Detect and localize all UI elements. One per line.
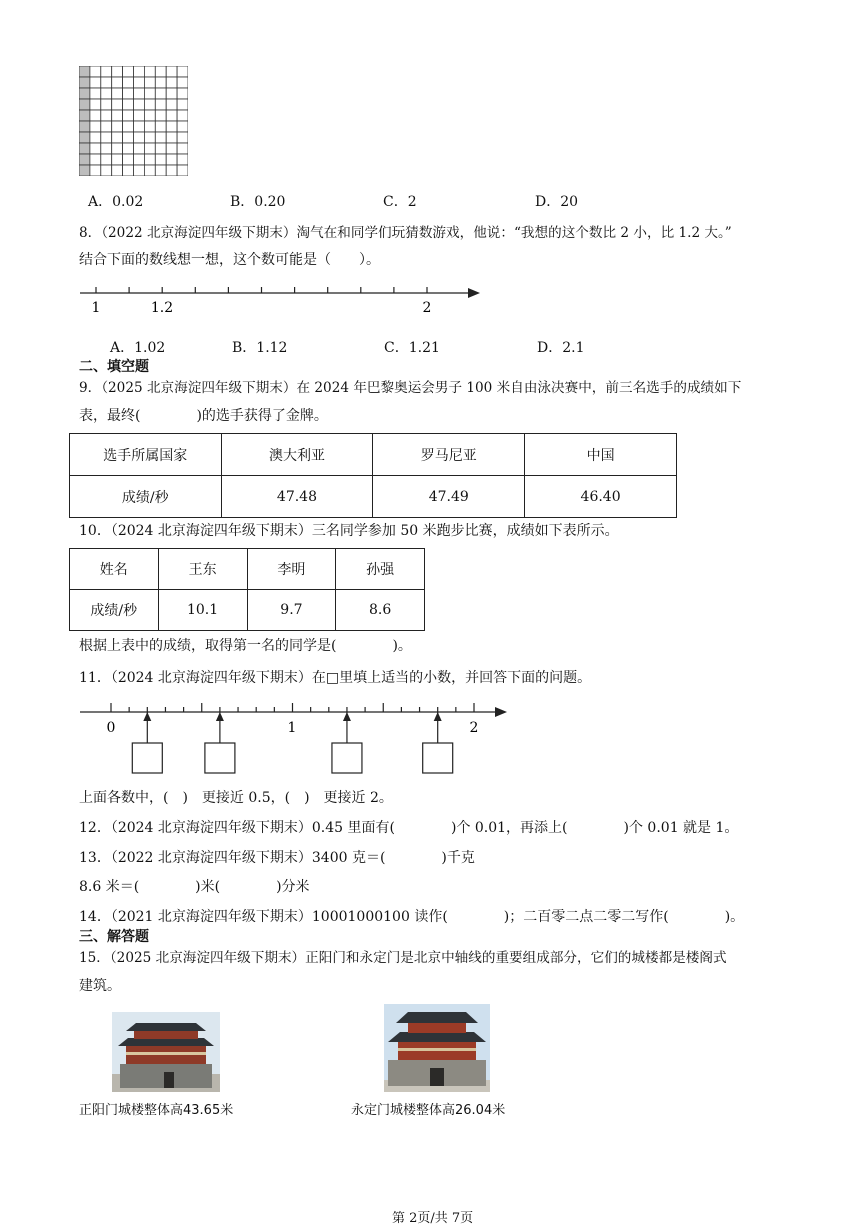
grid-cell (112, 154, 123, 165)
grid-cell (112, 143, 123, 154)
grid-cell (166, 132, 177, 143)
grid-cell (155, 77, 166, 88)
grid-cell (101, 66, 112, 77)
arrow-head (143, 712, 151, 721)
q7-option-d[interactable]: D．20 (535, 194, 579, 210)
grid-cell-shaded (79, 77, 90, 88)
grid-cell (134, 99, 145, 110)
table-cell: 46.40 (525, 476, 677, 518)
grid-cell (166, 154, 177, 165)
grid-cell (134, 121, 145, 132)
grid-cell (90, 154, 101, 165)
yongdingmen-photo (384, 1004, 490, 1092)
grid-cell (144, 99, 155, 110)
grid-cell-shaded (79, 121, 90, 132)
grid-cell (112, 165, 123, 176)
grid-cell (134, 154, 145, 165)
grid-cell (177, 121, 188, 132)
q8-question-line2: 结合下面的数线想一想，这个数可能是（ ）。 (79, 252, 380, 268)
grid-cell (155, 154, 166, 165)
q11-question-line1: 11．（2024 北京海淀四年级下期末）在□里填上适当的小数，并回答下面的问题。 (79, 670, 592, 686)
page-footer: 第 2页/共 7页 (392, 1211, 474, 1226)
grid-cell (155, 99, 166, 110)
table-header-cell: 罗马尼亚 (373, 434, 525, 476)
grid-cell-shaded (79, 154, 90, 165)
grid-cell (144, 77, 155, 88)
q7-option-a[interactable]: A．0.02 (88, 194, 144, 210)
q13-question-line1: 13．（2022 北京海淀四年级下期末）3400 克＝( )千克 (79, 850, 475, 866)
grid-cell (101, 132, 112, 143)
table-header-cell: 中国 (525, 434, 677, 476)
table-header-cell: 王东 (158, 549, 247, 590)
grid-cell (123, 132, 134, 143)
grid-cell (123, 143, 134, 154)
answer-box-4[interactable] (423, 743, 453, 773)
q8-tick-label-1: 1 (91, 300, 101, 316)
grid-cell (123, 77, 134, 88)
grid-cell (123, 66, 134, 77)
grid-cell (134, 143, 145, 154)
q9-question-line2: 表，最终( )的选手获得了金牌。 (79, 408, 328, 424)
grid-cell (144, 88, 155, 99)
grid-cell-shaded (79, 132, 90, 143)
q10-question-line2: 根据上表中的成绩，取得第一名的同学是( )。 (79, 638, 412, 654)
grid-cell (177, 143, 188, 154)
grid-cell (101, 77, 112, 88)
q8-tick-label-2: 2 (422, 300, 432, 316)
grid-cell (123, 154, 134, 165)
section-solve-heading: 三、解答题 (79, 929, 149, 945)
grid-cell (112, 121, 123, 132)
table-header-cell: 澳大利亚 (221, 434, 373, 476)
arrow-head (343, 712, 351, 721)
grid-cell (90, 121, 101, 132)
q12-question: 12．（2024 北京海淀四年级下期末）0.45 里面有( )个 0.01，再添上( )个 0.01 就是 1。 (79, 820, 739, 836)
q7-option-b[interactable]: B．0.20 (230, 194, 286, 210)
grid-cell (101, 99, 112, 110)
q8-tick-label-1-2: 1.2 (150, 300, 174, 316)
q9-question-line1: 9．（2025 北京海淀四年级下期末）在 2024 年巴黎奥运会男子 100 米自由泳决赛中，前三名选手的成绩如下 (79, 380, 742, 396)
grid-cell (144, 121, 155, 132)
grid-cell-shaded (79, 88, 90, 99)
section-fill-in-heading: 二、填空题 (79, 359, 149, 375)
q10-results-table (69, 548, 425, 631)
grid-cell (101, 88, 112, 99)
grid-cell (112, 99, 123, 110)
answer-box-1[interactable] (132, 743, 162, 773)
grid-cell (123, 99, 134, 110)
grid-cell-shaded (79, 99, 90, 110)
zhengyangmen-photo (112, 1012, 220, 1092)
grid-cell (177, 154, 188, 165)
q11-tick-label-1: 1 (287, 720, 297, 736)
grid-cell (166, 143, 177, 154)
grid-cell (112, 110, 123, 121)
table-header-cell: 孙强 (336, 549, 425, 590)
grid-cell-shaded (79, 110, 90, 121)
grid-cell (166, 110, 177, 121)
grid-cell (166, 165, 177, 176)
q15-question-line2: 建筑。 (79, 978, 121, 994)
grid-cell (123, 88, 134, 99)
grid-cell (144, 143, 155, 154)
table-cell: 10.1 (158, 590, 247, 631)
grid-cell (112, 77, 123, 88)
grid-cell (177, 77, 188, 88)
table-header-cell: 姓名 (70, 549, 159, 590)
answer-box-2[interactable] (205, 743, 235, 773)
q8-number-line (75, 280, 490, 320)
grid-cell (90, 143, 101, 154)
table-cell: 47.48 (221, 476, 373, 518)
grid-cell (177, 88, 188, 99)
grid-cell (112, 66, 123, 77)
grid-cell (144, 132, 155, 143)
grid-cell (123, 110, 134, 121)
grid-cell (155, 132, 166, 143)
grid-cell (177, 99, 188, 110)
grid-cell (90, 110, 101, 121)
table-header-cell: 选手所属国家 (70, 434, 222, 476)
arrow-head (434, 712, 442, 721)
q8-question-line1: 8．（2022 北京海淀四年级下期末）淘气在和同学们玩猜数游戏，他说：“我想的这个数比 2 小，比 1.2 大。” (79, 225, 732, 241)
answer-box-3[interactable] (332, 743, 362, 773)
grid-cell (90, 99, 101, 110)
grid-cell (90, 132, 101, 143)
grid-cell (101, 154, 112, 165)
grid-cell (155, 66, 166, 77)
grid-cell (101, 121, 112, 132)
grid-cell-shaded (79, 66, 90, 77)
q8-option-a[interactable]: A．1.02 (110, 340, 166, 356)
grid-cell (155, 165, 166, 176)
q15-question-line1: 15．（2025 北京海淀四年级下期末）正阳门和永定门是北京中轴线的重要组成部分，它们的城楼都是楼阁式 (79, 950, 727, 966)
grid-cell (166, 99, 177, 110)
grid-cell (155, 110, 166, 121)
grid-cell (90, 66, 101, 77)
table-cell: 8.6 (336, 590, 425, 631)
arrow-head (216, 712, 224, 721)
grid-cell (155, 121, 166, 132)
grid-cell (134, 165, 145, 176)
q11-tick-label-0: 0 (106, 720, 116, 736)
grid-cell (144, 110, 155, 121)
grid-cell (134, 66, 145, 77)
q7-option-c[interactable]: C．2 (383, 194, 417, 210)
grid-cell (90, 77, 101, 88)
grid-cell (144, 154, 155, 165)
q9-results-table (69, 433, 677, 518)
table-cell: 47.49 (373, 476, 525, 518)
grid-cell (166, 66, 177, 77)
grid-cell (90, 88, 101, 99)
grid-cell (134, 110, 145, 121)
grid-cell-shaded (79, 143, 90, 154)
hundred-grid-figure (79, 66, 188, 176)
q8-option-c[interactable]: C．1.21 (384, 340, 440, 356)
grid-cell (177, 66, 188, 77)
grid-cell (134, 132, 145, 143)
grid-cell (166, 88, 177, 99)
table-cell: 成绩/秒 (70, 476, 222, 518)
q8-option-b[interactable]: B．1.12 (232, 340, 288, 356)
grid-cell (144, 165, 155, 176)
grid-cell (155, 88, 166, 99)
grid-cell (123, 165, 134, 176)
table-cell: 9.7 (247, 590, 336, 631)
table-header-cell: 李明 (247, 549, 336, 590)
q11-number-line (75, 700, 515, 780)
q11-question-line2: 上面各数中，( ) 更接近 0.5，( ) 更接近 2。 (79, 790, 393, 806)
grid-cell (123, 121, 134, 132)
grid-cell (112, 132, 123, 143)
q8-option-d[interactable]: D．2.1 (537, 340, 585, 356)
table-cell: 成绩/秒 (70, 590, 159, 631)
grid-cell-shaded (79, 165, 90, 176)
q10-question-line1: 10．（2024 北京海淀四年级下期末）三名同学参加 50 米跑步比赛，成绩如下表所示。 (79, 523, 619, 539)
grid-cell (101, 110, 112, 121)
grid-cell (166, 77, 177, 88)
q14-question: 14．（2021 北京海淀四年级下期末）10001000100 读作( )；二百零二点二零二写作( )。 (79, 909, 745, 925)
zhengyangmen-caption: 正阳门城楼整体高43.65米 (79, 1103, 234, 1118)
grid-cell (155, 143, 166, 154)
grid-cell (101, 143, 112, 154)
grid-cell (101, 165, 112, 176)
grid-cell (90, 165, 101, 176)
q11-tick-label-2: 2 (469, 720, 479, 736)
grid-cell (134, 77, 145, 88)
q13-question-line2: 8.6 米＝( )米( )分米 (79, 879, 310, 895)
grid-cell (112, 88, 123, 99)
grid-cell (166, 121, 177, 132)
yongdingmen-caption: 永定门城楼整体高26.04米 (351, 1103, 506, 1118)
grid-cell (177, 110, 188, 121)
grid-cell (177, 132, 188, 143)
grid-cell (144, 66, 155, 77)
grid-cell (177, 165, 188, 176)
grid-cell (134, 88, 145, 99)
